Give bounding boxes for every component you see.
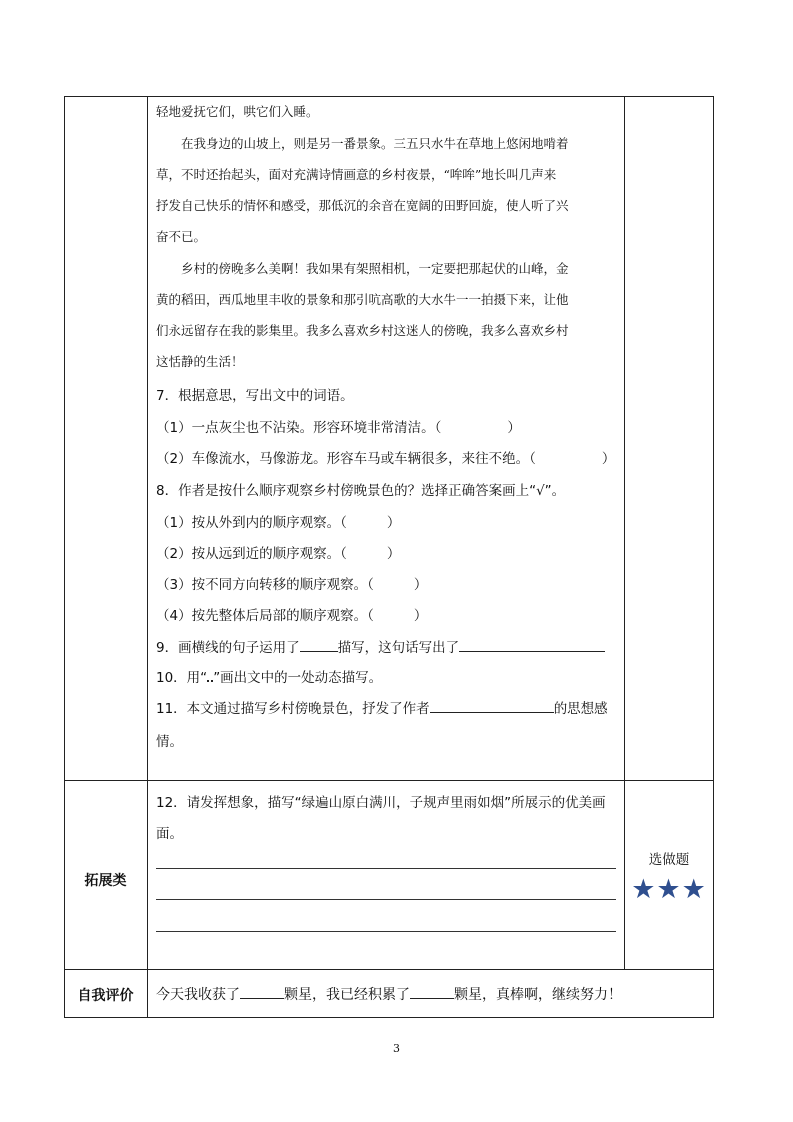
self-eval-part-2: 颗星，我已经积累了 <box>284 987 410 1003</box>
question-7-2-text: （2）车像流水，马像游龙。形容车马或车辆很多，来往不绝。（ <box>156 451 536 467</box>
star-rating: ★★★ <box>631 874 707 905</box>
question-8-1-text: （1）按从外到内的顺序观察。（ <box>156 515 347 531</box>
answer-line-3[interactable] <box>156 931 616 932</box>
question-11-text-a: 11．本文通过描写乡村傍晚景色，抒发了作者 <box>156 701 430 717</box>
question-11-continued: 情。 <box>156 734 183 750</box>
question-7-1 <box>156 416 521 436</box>
extension-label: 拓展类 <box>84 873 127 889</box>
question-8-1 <box>156 511 400 531</box>
question-8-4-close: ） <box>413 608 428 624</box>
question-8-2 <box>156 542 400 562</box>
question-10-text-a: 10．用“ <box>156 670 208 686</box>
question-8-3 <box>156 573 427 593</box>
answer-blank-9-1[interactable] <box>300 637 338 652</box>
question-12-line-2: 面。 <box>156 826 183 842</box>
question-7: 7．根据意思，写出文中的词语。 <box>156 388 354 404</box>
question-9 <box>156 636 605 656</box>
passage-para-2-line-4: 奋不已。 <box>156 229 207 244</box>
question-10-text-b: ”画出文中的一处动态描写。 <box>213 670 383 686</box>
question-7-1-text: （1）一点灰尘也不沾染。形容环境非常清洁。（ <box>156 420 442 436</box>
passage-para-2-line-1: 在我身边的山坡上，则是另一番景象。三五只水牛在草地上悠闲地啃着 <box>156 136 569 151</box>
question-9-text-b: 描写，这句话写出了 <box>337 640 460 656</box>
self-eval-part-3: 颗星，真棒啊，继续努力！ <box>454 987 622 1003</box>
question-9-text-a: 9．画横线的句子运用了 <box>156 640 300 656</box>
question-8: 8．作者是按什么顺序观察乡村傍晚景色的？选择正确答案画上“√”。 <box>156 483 566 499</box>
question-8-4 <box>156 604 427 624</box>
passage-para-3-line-3: 们永远留存在我的影集里。我多么喜欢乡村这迷人的傍晚，我多么喜欢乡村 <box>156 323 569 338</box>
question-8-3-close: ） <box>413 577 428 593</box>
passage-para-2-line-2: 草，不时还抬起头，面对充满诗情画意的乡村夜景，“哞哞”地长叫几声来 <box>156 167 557 182</box>
question-7-2 <box>156 447 615 467</box>
question-8-3-text: （3）按不同方向转移的顺序观察。（ <box>156 577 374 593</box>
page-number: 3 <box>393 1042 400 1055</box>
question-10 <box>156 666 382 686</box>
question-11-text-b: 的思想感 <box>553 701 608 717</box>
table-border-right <box>713 96 714 1018</box>
row-divider-1 <box>64 780 714 781</box>
row-divider-2 <box>64 969 714 970</box>
question-8-2-text: （2）按从远到近的顺序观察。（ <box>156 546 347 562</box>
self-eval-sentence <box>156 984 622 1004</box>
passage-para-3-line-1: 乡村的傍晚多么美啊！我如果有架照相机，一定要把那起伏的山峰，金 <box>156 261 569 276</box>
passage-line-1: 轻地爱抚它们，哄它们入睡。 <box>156 104 319 119</box>
question-7-1-close: ） <box>507 420 521 436</box>
self-eval-blank-2[interactable] <box>410 984 454 999</box>
optional-label: 选做题 <box>648 852 690 868</box>
question-7-2-close: ） <box>601 451 616 467</box>
self-eval-part-1: 今天我收获了 <box>156 987 240 1003</box>
question-8-1-close: ） <box>386 515 401 531</box>
self-eval-label: 自我评价 <box>77 988 134 1004</box>
answer-blank-11[interactable] <box>430 698 554 713</box>
table-border-bottom <box>64 1017 714 1018</box>
col-divider-left <box>147 96 148 1018</box>
passage-para-2-line-3: 抒发自己快乐的情怀和感受，那低沉的余音在宽阔的田野回旋，使人听了兴 <box>156 198 569 213</box>
col-divider-right <box>624 96 625 970</box>
passage-para-3-line-4: 这恬静的生活！ <box>156 354 244 369</box>
question-8-4-text: （4）按先整体后局部的顺序观察。（ <box>156 608 374 624</box>
answer-line-1[interactable] <box>156 868 616 869</box>
question-11 <box>156 697 608 717</box>
self-eval-blank-1[interactable] <box>240 984 284 999</box>
question-8-2-close: ） <box>386 546 401 562</box>
answer-line-2[interactable] <box>156 899 616 900</box>
question-12-line-1: 12．请发挥想象，描写“绿遍山原白满川，子规声里雨如烟”所展示的优美画 <box>156 795 606 811</box>
passage-para-3-line-2: 黄的稻田，西瓜地里丰收的景象和那引吭高歌的大水牛一一拍摄下来，让他 <box>156 292 569 307</box>
answer-blank-9-2[interactable] <box>459 637 605 652</box>
